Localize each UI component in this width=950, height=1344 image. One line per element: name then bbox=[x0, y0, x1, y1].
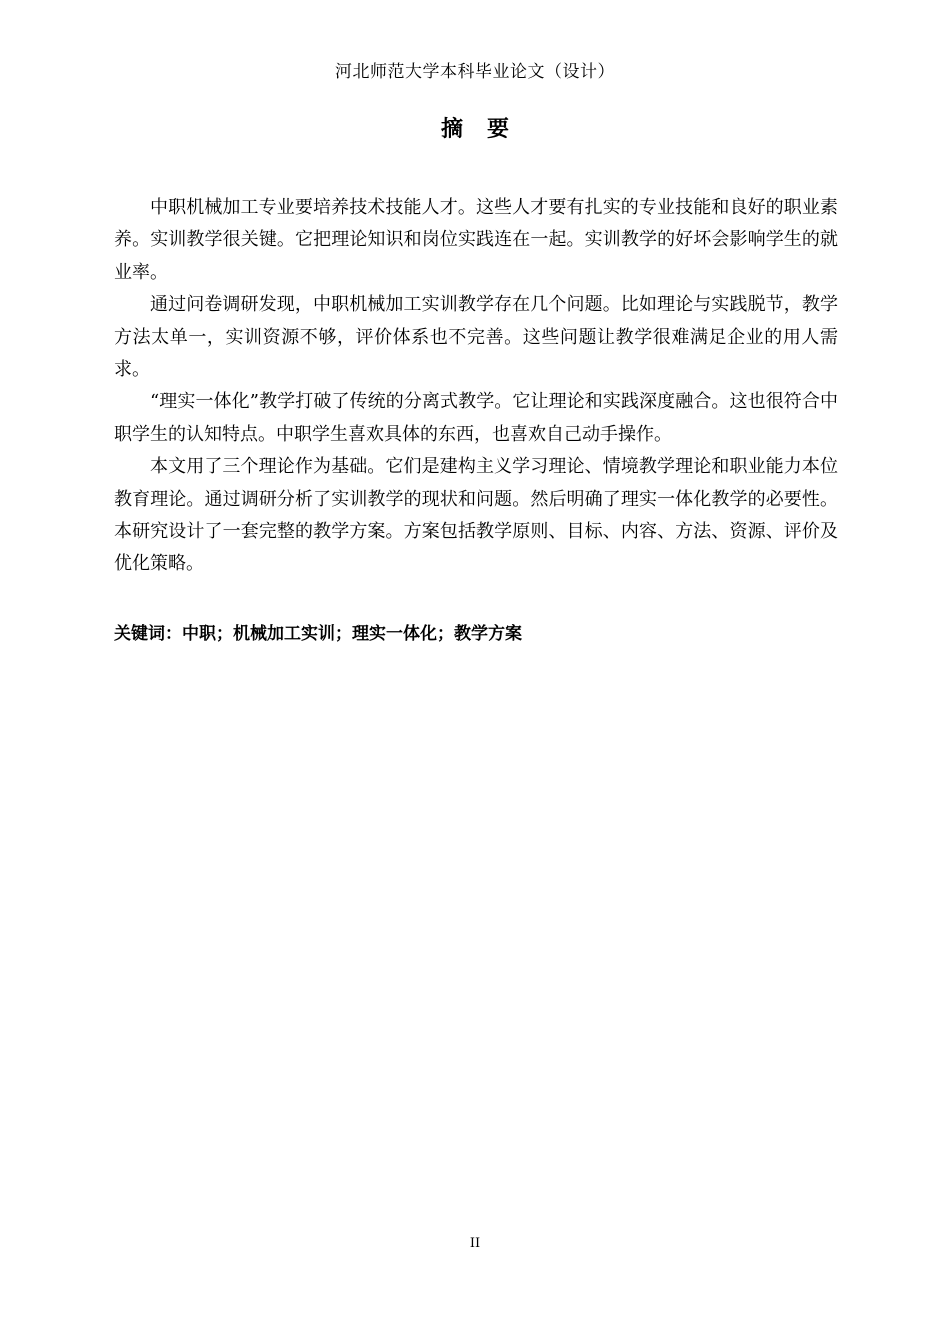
abstract-title: 摘要 bbox=[440, 117, 533, 142]
abstract-paragraph: 中职机械加工专业要培养技术技能人才。这些人才要有扎实的专业技能和良好的职业素养。实训教学很关键。它把理论知识和岗位实践连在一起。实训教学的好坏会影响学生的就业率。 bbox=[114, 197, 838, 283]
abstract-body bbox=[114, 192, 838, 581]
abstract-paragraph: 通过问卷调研发现，中职机械加工实训教学存在几个问题。比如理论与实践脱节，教学方法太单一，实训资源不够，评价体系也不完善。这些问题让教学很难满足企业的用人需求。 bbox=[114, 294, 838, 381]
page-number: II bbox=[469, 1236, 481, 1251]
running-header: 河北师范大学本科毕业论文（设计） bbox=[335, 62, 615, 82]
keywords-line: 关键词：中职；机械加工实训；理实一体化；教学方案 bbox=[114, 624, 522, 644]
abstract-paragraph: 本文用了三个理论作为基础。它们是建构主义学习理论、情境教学理论和职业能力本位教育理论。通过调研分析了实训教学的现状和问题。然后明确了理实一体化教学的必要性。本研究设计了一套完整的教学方案。方案包括教学原则、目标、内容、方法、资源、评价及优化策略。 bbox=[114, 456, 838, 575]
abstract-paragraph: “理实一体化”教学打破了传统的分离式教学。它让理论和实践深度融合。这也很符合中职学生的认知特点。中职学生喜欢具体的东西，也喜欢自己动手操作。 bbox=[114, 391, 838, 445]
